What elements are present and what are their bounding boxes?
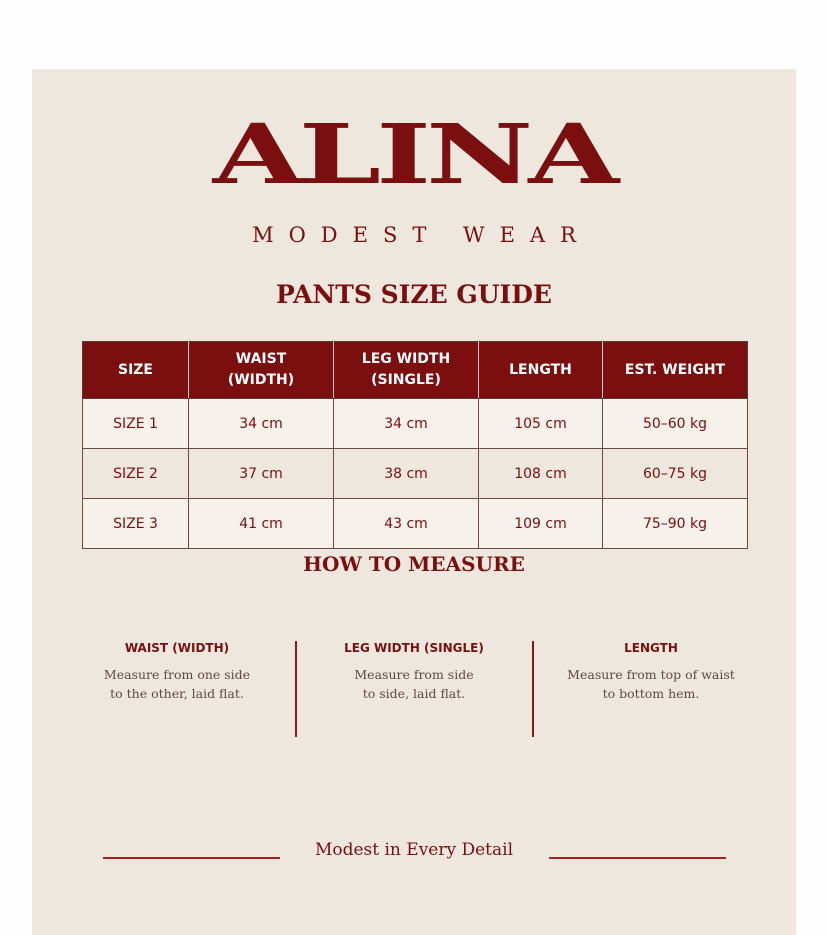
measure-length-description xyxy=(566,665,736,703)
size-guide-card xyxy=(32,69,796,935)
table-cell: SIZE 1 xyxy=(83,399,189,449)
table-row xyxy=(83,449,748,499)
table-cell: 41 cm xyxy=(189,499,334,549)
table-row xyxy=(83,499,748,549)
header-waist-line1: WAIST xyxy=(235,351,287,367)
measure-length-title: LENGTH xyxy=(624,641,678,655)
table-cell: 34 cm xyxy=(334,399,479,449)
measure-waist-line1: Measure from one side xyxy=(103,667,251,682)
table-cell: 50–60 kg xyxy=(603,399,748,449)
table-cell: 109 cm xyxy=(479,499,603,549)
table-header-row xyxy=(83,342,748,399)
header-waist xyxy=(189,342,334,399)
header-leg-width xyxy=(334,342,479,399)
footer-tagline: Modest in Every Detail xyxy=(314,840,514,860)
table-cell: 37 cm xyxy=(189,449,334,499)
measure-length-line2: to bottom hem. xyxy=(602,686,700,701)
measure-leg-width-description xyxy=(329,665,499,703)
brand-logo-wordmark: ALINA xyxy=(213,105,615,203)
table-cell: 38 cm xyxy=(334,449,479,499)
header-length-line1: LENGTH xyxy=(509,361,572,378)
size-table xyxy=(82,341,748,549)
header-size-line1: SIZE xyxy=(117,361,153,378)
measure-waist xyxy=(59,641,295,703)
table-cell: 108 cm xyxy=(479,449,603,499)
header-est-weight-line1: EST. WEIGHT xyxy=(624,361,726,378)
measure-waist-description xyxy=(92,665,262,703)
table-row xyxy=(83,399,748,449)
table-cell: SIZE 3 xyxy=(83,499,189,549)
header-length xyxy=(479,342,603,399)
measure-leg-width-line1: Measure from side xyxy=(354,667,474,682)
footer-divider-right xyxy=(549,857,726,859)
measure-leg-width-line2: to side, laid flat. xyxy=(362,686,466,701)
brand-logo xyxy=(32,105,796,207)
header-leg-width-line1: LEG WIDTH xyxy=(361,351,451,367)
measure-waist-line2: to the other, laid flat. xyxy=(110,686,244,701)
table-cell: 105 cm xyxy=(479,399,603,449)
measure-leg-width-title: LEG WIDTH (SINGLE) xyxy=(344,641,484,655)
header-size xyxy=(83,342,189,399)
measure-waist-title: WAIST (WIDTH) xyxy=(124,641,230,655)
measure-length-line1: Measure from top of waist xyxy=(567,667,735,682)
how-to-measure-title: HOW TO MEASURE xyxy=(303,552,525,576)
page-title: PANTS SIZE GUIDE xyxy=(276,280,552,309)
header-waist-line2: (WIDTH) xyxy=(227,372,295,388)
measure-length xyxy=(533,641,769,703)
table-cell: SIZE 2 xyxy=(83,449,189,499)
table-cell: 60–75 kg xyxy=(603,449,748,499)
table-cell: 43 cm xyxy=(334,499,479,549)
header-est-weight xyxy=(603,342,748,399)
table-cell: 75–90 kg xyxy=(603,499,748,549)
header-leg-width-line2: (SINGLE) xyxy=(371,372,441,388)
table-cell: 34 cm xyxy=(189,399,334,449)
measure-leg-width xyxy=(296,641,532,703)
brand-tagline: MODEST WEAR xyxy=(252,223,591,247)
